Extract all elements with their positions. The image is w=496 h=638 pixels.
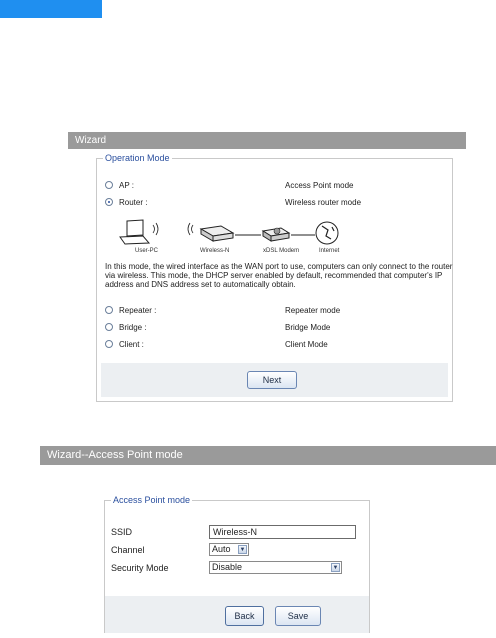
ap-wizard-title-bar (40, 446, 496, 465)
channel-label: Channel (111, 545, 145, 555)
router-mode-description: In this mode, the wired interface as the WAN port to use, computers can only connect to the router via wireless. This mode, the DHCP server enabled by default, recommended that computer's IP address and DNS address set to automatically obtain. (105, 262, 453, 289)
mode-radio-client[interactable] (105, 340, 113, 348)
diagram-label-user-pc: User-PC (135, 248, 159, 254)
diagram-label-internet: Internet (319, 248, 340, 254)
next-button[interactable]: Next (247, 371, 297, 389)
mode-description: Client Mode (285, 340, 328, 349)
chevron-down-icon[interactable]: ▼ (239, 547, 246, 553)
mode-description: Repeater mode (285, 306, 341, 315)
wireless-waves-icon (153, 223, 193, 235)
mode-label: Repeater : (119, 306, 157, 315)
mode-radio-router[interactable] (105, 198, 113, 206)
top-accent-block (0, 0, 102, 18)
chevron-down-icon[interactable]: ▼ (332, 565, 339, 571)
mode-label: AP : (119, 181, 134, 190)
security-mode-select[interactable] (209, 561, 342, 574)
modem-icon (263, 228, 289, 241)
diagram-label-wireless-n: Wireless-N (200, 248, 230, 254)
globe-icon (316, 222, 338, 244)
mode-description: Wireless router mode (285, 198, 362, 207)
channel-value: Auto (212, 544, 231, 554)
ssid-input[interactable]: Wireless-N (209, 525, 356, 539)
mode-label: Bridge : (119, 323, 147, 332)
ap-wizard-title: Wizard--Access Point mode (47, 449, 183, 461)
mode-label: Client : (119, 340, 144, 349)
mode-radio-bridge[interactable] (105, 323, 113, 331)
access-point-fieldset (104, 495, 370, 633)
router-icon (201, 226, 233, 241)
mode-radio-repeater[interactable] (105, 306, 113, 314)
ssid-label: SSID (111, 527, 133, 537)
save-button[interactable]: Save (275, 606, 321, 626)
security-mode-label: Security Mode (111, 563, 169, 573)
mode-label: Router : (119, 198, 148, 207)
wizard-title-bar (68, 132, 466, 149)
operation-mode-legend: Operation Mode (105, 153, 170, 163)
security-mode-value: Disable (212, 562, 243, 572)
ap-button-area (105, 596, 369, 633)
operation-mode-fieldset (96, 153, 453, 402)
mode-description: Bridge Mode (285, 323, 331, 332)
access-point-legend: Access Point mode (113, 495, 191, 505)
channel-select[interactable] (209, 543, 249, 556)
diagram-label-xdsl-modem: xDSL Modem (263, 248, 300, 254)
laptop-icon (120, 220, 149, 244)
back-button[interactable]: Back (225, 606, 264, 626)
wizard-button-area (101, 363, 448, 397)
mode-radio-ap[interactable] (105, 181, 113, 189)
wizard-title: Wizard (75, 135, 107, 146)
mode-description: Access Point mode (285, 181, 354, 190)
